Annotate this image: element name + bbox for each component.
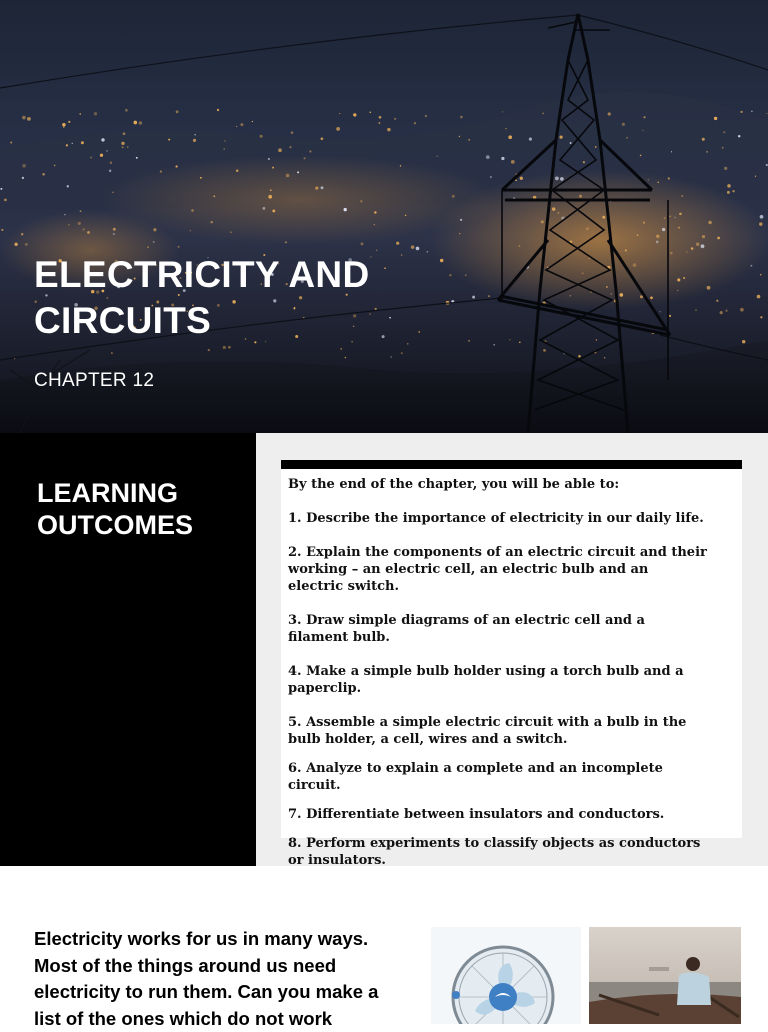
city-light	[286, 174, 290, 178]
city-light	[640, 155, 642, 157]
city-light	[321, 186, 324, 189]
city-light	[147, 246, 148, 247]
fan-icon	[431, 927, 581, 1024]
city-light	[176, 110, 179, 113]
city-light	[263, 207, 266, 210]
city-light	[702, 138, 705, 141]
city-light	[136, 157, 138, 159]
city-light	[720, 311, 723, 314]
city-light	[133, 121, 137, 125]
city-light	[460, 116, 463, 119]
city-light	[83, 228, 85, 230]
city-light	[345, 357, 347, 359]
learning-outcomes-heading-line-1: LEARNING	[37, 478, 178, 508]
city-light	[401, 352, 403, 354]
learning-outcomes-heading	[37, 477, 193, 541]
city-light	[650, 296, 653, 299]
city-light	[217, 109, 219, 111]
outcome-item-6: 6. Analyze to explain a complete and an incomplete circuit.	[288, 761, 663, 793]
city-light	[738, 135, 740, 137]
city-light	[742, 340, 745, 343]
city-light	[374, 224, 375, 225]
city-light	[260, 135, 263, 138]
city-light	[586, 227, 589, 230]
city-light	[270, 189, 272, 191]
city-light	[505, 128, 506, 129]
learning-outcomes-intro: By the end of the chapter, you will be able to:	[288, 477, 620, 492]
city-light	[153, 228, 156, 231]
city-light	[511, 160, 515, 164]
city-light	[106, 150, 108, 152]
outcome-item-2: 2. Explain the components of an electric circuit and their working – an electric cell, an electric bulb and an electric switch.	[288, 545, 707, 594]
city-light	[716, 300, 718, 302]
city-light	[683, 277, 685, 279]
city-light	[695, 310, 696, 311]
city-light	[643, 222, 645, 224]
city-light	[193, 139, 196, 142]
city-light	[722, 147, 724, 149]
city-light	[125, 109, 128, 112]
city-light	[194, 134, 195, 135]
city-light	[436, 156, 437, 157]
city-light	[394, 118, 396, 120]
city-light	[376, 249, 378, 251]
city-light	[208, 349, 210, 351]
city-light	[570, 142, 572, 144]
city-light	[297, 171, 299, 173]
city-light	[425, 115, 427, 117]
city-light	[22, 177, 24, 179]
outcome-item-4: 4. Make a simple bulb holder using a torch bulb and a paperclip.	[288, 664, 684, 696]
city-light	[757, 295, 761, 299]
city-light	[101, 138, 104, 141]
city-light	[378, 122, 380, 124]
city-light	[68, 224, 70, 226]
city-light	[268, 195, 272, 199]
city-light	[714, 117, 717, 120]
city-light	[153, 241, 155, 243]
city-light	[643, 116, 645, 118]
learning-outcomes-heading-line-2: OUTCOMES	[37, 510, 194, 540]
city-light	[0, 188, 2, 190]
power-tower-city-photo	[0, 0, 768, 433]
city-light	[191, 209, 194, 212]
outcome-item-7: 7. Differentiate between insulators and conductors.	[288, 807, 665, 822]
city-light	[62, 123, 65, 126]
city-light	[190, 230, 191, 231]
city-light	[22, 116, 26, 120]
boat-icon	[589, 927, 741, 1024]
city-light	[543, 349, 546, 352]
city-light	[560, 177, 564, 181]
city-light	[336, 127, 340, 131]
chapter-title	[34, 252, 434, 344]
city-light	[79, 113, 81, 115]
city-light	[1, 229, 3, 231]
city-light	[656, 241, 659, 244]
city-light	[732, 190, 734, 192]
city-light	[111, 352, 112, 353]
city-light	[213, 195, 215, 197]
city-light	[674, 217, 675, 218]
city-light	[766, 113, 767, 114]
city-light	[750, 265, 752, 267]
city-light	[353, 113, 356, 116]
city-light	[236, 169, 239, 172]
city-light	[657, 182, 658, 183]
city-light	[113, 233, 115, 235]
city-light	[42, 173, 45, 176]
city-light	[706, 151, 708, 153]
city-light	[541, 220, 544, 223]
city-light	[228, 346, 231, 349]
city-light	[440, 259, 443, 262]
city-light	[278, 148, 282, 152]
city-light	[94, 112, 97, 115]
city-light	[669, 315, 671, 317]
city-light	[559, 135, 562, 138]
city-light	[400, 165, 401, 166]
city-light	[691, 247, 694, 250]
city-light	[416, 247, 420, 251]
city-light	[708, 221, 711, 224]
outcome-item-1: 1. Describe the importance of electricity in our daily life.	[288, 511, 704, 526]
city-light	[268, 158, 270, 160]
city-light	[168, 139, 170, 141]
city-light	[625, 249, 627, 251]
learning-outcomes-list	[288, 476, 708, 886]
city-light	[611, 293, 612, 294]
city-light	[63, 126, 65, 128]
city-light	[285, 241, 287, 243]
city-light	[725, 310, 727, 312]
city-light	[602, 216, 605, 219]
city-light	[552, 207, 555, 210]
city-light	[583, 161, 585, 163]
city-light	[68, 121, 70, 123]
city-light	[677, 278, 680, 281]
city-light	[81, 141, 84, 144]
city-light	[579, 195, 582, 198]
city-light	[640, 295, 643, 298]
city-light	[677, 290, 678, 291]
city-light	[315, 186, 318, 189]
city-light	[578, 355, 581, 358]
city-light	[340, 348, 342, 350]
city-light	[740, 111, 742, 113]
city-light	[122, 146, 124, 148]
city-light	[606, 286, 608, 288]
city-light	[490, 176, 492, 178]
city-light	[509, 339, 510, 340]
city-light	[200, 177, 202, 179]
outcome-item-8: 8. Perform experiments to classify objects as conductors or insulators.	[288, 836, 701, 868]
city-light	[681, 195, 683, 197]
city-light	[701, 244, 705, 248]
city-light	[110, 161, 112, 163]
city-light	[123, 132, 126, 135]
city-light	[696, 243, 699, 246]
city-light	[760, 215, 764, 219]
city-light	[223, 148, 225, 150]
chapter-title-line-1: ELECTRICITY AND	[34, 254, 370, 295]
city-light	[303, 157, 305, 159]
city-light	[751, 111, 752, 112]
city-light	[678, 227, 680, 229]
city-light	[671, 151, 672, 152]
chapter-number: CHAPTER 12	[34, 370, 155, 391]
city-light	[396, 242, 399, 245]
city-light	[252, 121, 253, 122]
city-light	[660, 311, 661, 312]
city-light	[236, 126, 237, 127]
city-light	[344, 208, 347, 211]
city-light	[289, 146, 291, 148]
city-light	[452, 195, 455, 198]
city-light	[633, 263, 637, 267]
city-light	[670, 252, 673, 255]
city-light	[468, 340, 470, 342]
city-light	[570, 295, 572, 297]
city-light	[727, 191, 730, 194]
city-light	[502, 111, 503, 112]
city-light	[626, 137, 628, 139]
city-light	[374, 211, 376, 213]
city-light	[519, 245, 521, 247]
city-light	[175, 165, 177, 167]
city-light	[643, 130, 644, 131]
city-light	[210, 221, 213, 224]
city-light	[414, 122, 416, 124]
boat-rower-photo	[589, 927, 741, 1024]
city-light	[669, 216, 670, 217]
city-light	[224, 140, 226, 142]
city-light	[25, 243, 28, 246]
city-light	[66, 144, 68, 146]
city-light	[707, 286, 711, 290]
city-light	[558, 212, 560, 214]
city-light	[100, 154, 103, 157]
city-light	[759, 222, 762, 225]
city-light	[22, 164, 26, 168]
city-light	[604, 357, 606, 359]
city-light	[515, 179, 517, 181]
city-light	[460, 219, 462, 221]
city-light	[272, 209, 275, 212]
city-light	[127, 146, 129, 148]
city-light	[54, 165, 56, 167]
city-light	[339, 113, 340, 114]
city-light	[520, 177, 523, 180]
city-light	[637, 234, 639, 236]
city-light	[387, 128, 390, 131]
outcome-item-3: 3. Draw simple diagrams of an electric cell and a filament bulb.	[288, 613, 645, 645]
city-light	[724, 167, 727, 170]
city-light	[760, 316, 762, 318]
city-light	[121, 142, 124, 145]
city-light	[589, 258, 591, 260]
city-light	[391, 356, 392, 357]
city-light	[72, 143, 73, 144]
city-light	[64, 214, 65, 215]
city-light	[582, 272, 584, 274]
city-light	[10, 141, 12, 143]
city-light	[27, 117, 31, 121]
city-light	[656, 235, 659, 238]
city-light	[664, 217, 666, 219]
city-light	[379, 116, 382, 119]
city-light	[449, 274, 451, 276]
city-light	[723, 131, 725, 133]
city-light	[78, 222, 81, 225]
city-light	[21, 233, 23, 235]
city-light	[459, 136, 460, 137]
city-light	[4, 199, 7, 202]
city-light	[486, 155, 490, 159]
city-light	[361, 242, 364, 245]
city-light	[519, 341, 521, 343]
city-light	[620, 293, 624, 297]
intro-paragraph: Electricity works for us in many ways. Most of the things around us need electricity to run them. Can you make a list of the ones which do not work	[34, 928, 379, 1029]
city-light	[501, 157, 504, 160]
city-light	[160, 170, 162, 172]
city-light	[87, 231, 90, 234]
city-light	[668, 177, 670, 179]
city-light	[14, 243, 17, 246]
city-light	[662, 228, 665, 231]
city-light	[459, 233, 461, 235]
electric-fan-photo	[431, 927, 581, 1024]
city-light	[360, 200, 362, 202]
city-light	[139, 121, 143, 125]
city-light	[67, 185, 69, 187]
city-light	[755, 176, 756, 177]
city-light	[472, 296, 475, 299]
hero-banner	[0, 0, 768, 433]
city-light	[223, 346, 226, 349]
city-light	[760, 274, 762, 276]
city-light	[411, 245, 415, 249]
city-light	[622, 123, 625, 126]
city-light	[112, 192, 114, 194]
city-light	[230, 231, 232, 233]
city-light	[240, 123, 243, 126]
city-light	[488, 295, 490, 297]
city-light	[608, 112, 611, 115]
city-light	[405, 215, 407, 217]
city-light	[465, 274, 467, 276]
city-light	[468, 139, 470, 141]
city-light	[717, 237, 720, 240]
city-light	[596, 339, 597, 340]
city-light	[309, 150, 311, 152]
city-light	[595, 146, 597, 148]
city-light	[291, 131, 294, 134]
city-light	[542, 112, 544, 114]
outcome-item-5: 5. Assemble a simple electric circuit with a bulb in the bulb holder, a cell, wires and a switch.	[288, 715, 687, 747]
city-light	[727, 184, 731, 188]
city-light	[109, 170, 112, 173]
city-light	[369, 111, 371, 113]
city-light	[508, 135, 512, 139]
city-light	[529, 138, 532, 141]
city-light	[702, 235, 705, 238]
city-light	[80, 210, 82, 212]
city-light	[321, 137, 324, 140]
city-light	[178, 246, 180, 248]
city-light	[113, 228, 116, 231]
city-light	[90, 156, 92, 158]
city-light	[272, 167, 274, 169]
city-light	[493, 344, 494, 345]
city-light	[740, 308, 744, 312]
city-light	[648, 179, 649, 180]
chapter-title-line-2: CIRCUITS	[34, 300, 212, 341]
city-light	[555, 177, 559, 181]
city-light	[679, 213, 682, 216]
city-light	[686, 251, 687, 252]
